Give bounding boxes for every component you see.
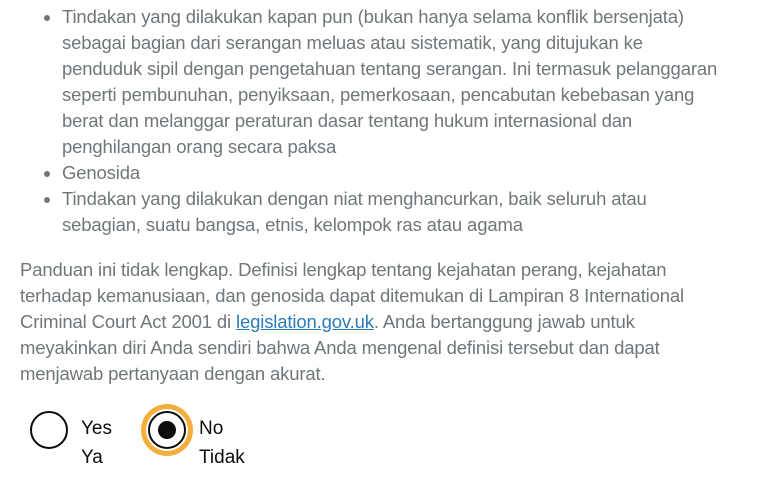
list-item: • Genosida [62,160,720,186]
radio-option-yes[interactable] [30,411,112,472]
radio-label-no-english[interactable]: No [199,418,224,439]
answer-radio-group [30,411,728,472]
definitions-list [20,4,728,238]
radio-option-no[interactable] [148,411,245,472]
guidance-paragraph [20,257,716,387]
radio-label-yes-translated[interactable]: Ya [81,447,103,468]
guidance-text-after-link: . Anda bertanggung jawab untuk meyakinkan diri Anda sendiri bahwa Anda mengenal definisi tersebut dan dapat menjawab pertanyaan dengan akurat. [20,311,660,384]
radio-label-yes-english[interactable]: Yes [81,418,112,439]
guidance-text-before-link: Panduan ini tidak lengkap. Definisi lengkap tentang kejahatan perang, kejahatan terhadap kemanusiaan, dan genosida dapat ditemukan di Lampiran 8 International Criminal Court Act 2001 di [20,259,685,332]
radio-selected-dot [158,421,176,439]
radio-input-yes[interactable] [30,411,68,449]
radio-labels-yes[interactable] [81,414,112,472]
legislation-link[interactable]: legislation.gov.uk [236,311,374,332]
list-item: • Tindakan yang dilakukan kapan pun (bukan hanya selama konflik bersenjata) sebagai bagian dari serangan meluas atau sistematik, yang ditujukan ke penduduk sipil dengan pengetahuan tentang serangan. Ini termasuk pelanggaran seperti pembunuhan, penyiksaan, pemerkosaan, pencabutan kebebasan yang berat dan melanggar peraturan dasar tentang hukum internasional dan penghilangan orang secara paksa [62,4,720,160]
radio-input-no[interactable] [148,411,186,449]
radio-labels-no[interactable] [199,414,245,472]
list-item: • Tindakan yang dilakukan dengan niat menghancurkan, baik seluruh atau sebagian, suatu bangsa, etnis, kelompok ras atau agama [62,186,720,238]
radio-label-no-translated[interactable]: Tidak [199,447,245,468]
